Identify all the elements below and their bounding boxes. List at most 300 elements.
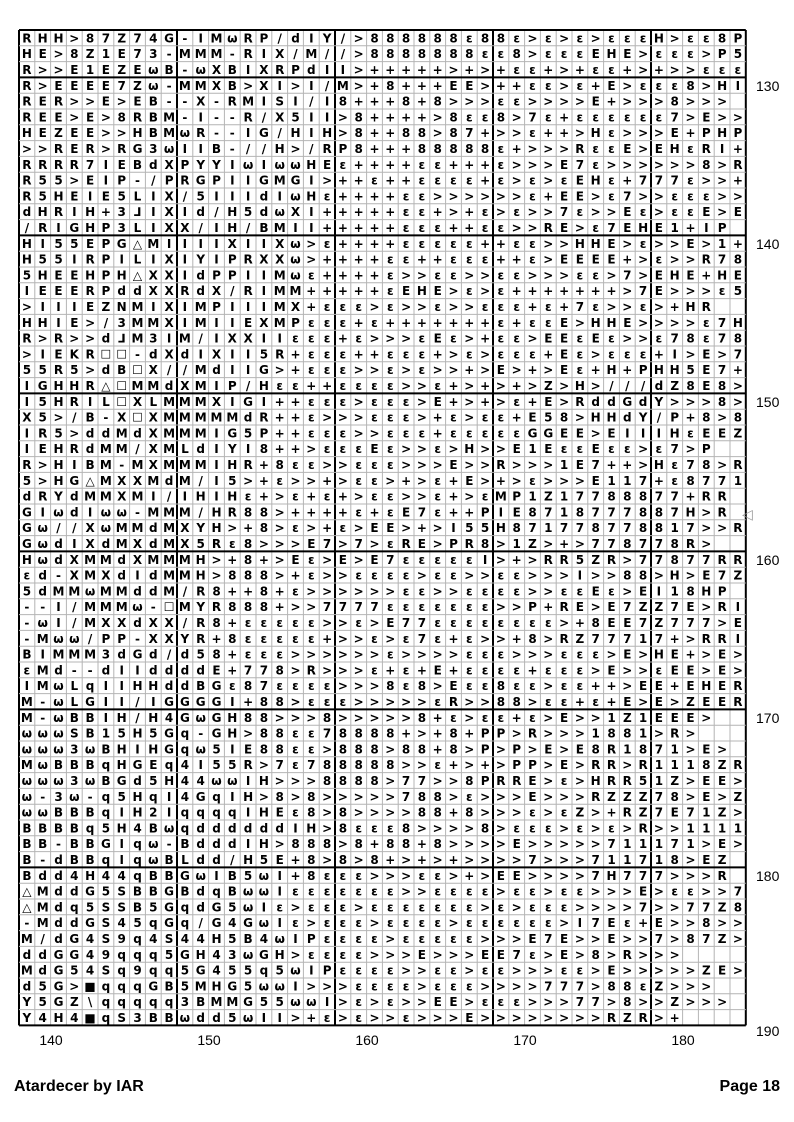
stitch-symbol: B [85,726,95,741]
stitch-symbol: d [133,616,142,630]
stitch-symbol: 3 [180,995,190,1010]
stitch-symbol: M [52,647,65,662]
stitch-symbol: ε [434,758,442,773]
stitch-symbol: > [100,110,111,125]
stitch-symbol: R [85,142,95,156]
stitch-symbol: I [482,552,488,567]
stitch-symbol: P [101,284,111,299]
stitch-symbol: E [465,78,474,93]
stitch-symbol: M [147,236,160,251]
stitch-symbol: > [448,300,459,314]
stitch-symbol: > [337,837,348,852]
stitch-symbol: ε [434,442,442,457]
stitch-symbol: ε [23,663,31,678]
stitch-symbol: - [229,47,235,62]
stitch-symbol: / [340,47,346,62]
stitch-symbol: ε [608,173,615,188]
stitch-symbol: ε [529,679,536,694]
stitch-symbol: + [274,442,285,457]
stitch-symbol: + [322,505,333,520]
stitch-symbol: I [309,31,314,46]
stitch-symbol: + [243,521,254,536]
stitch-symbol: E [702,742,711,757]
stitch-symbol: ε [465,679,473,694]
stitch-symbol: L [102,394,110,409]
stitch-symbol: > [559,853,570,867]
stitch-symbol: 7 [623,505,632,520]
stitch-symbol: + [622,458,633,472]
stitch-symbol: G [100,837,111,852]
stitch-symbol: > [511,900,522,915]
stitch-symbol: > [574,837,585,852]
stitch-symbol: G [53,979,64,994]
stitch-symbol: + [701,268,712,283]
stitch-symbol: 7 [133,47,142,62]
stitch-symbol: > [464,853,475,867]
stitch-symbol: d [149,537,158,551]
stitch-symbol: > [480,284,491,299]
stitch-symbol: ε [671,78,679,93]
stitch-symbol: > [669,284,680,299]
stitch-symbol: / [135,442,140,457]
stitch-symbol: q [212,805,221,820]
stitch-symbol: 8 [338,805,348,820]
stitch-symbol: + [511,710,522,725]
stitch-symbol: ε [339,442,347,457]
stitch-symbol: 7 [686,616,695,630]
stitch-symbol: > [401,458,412,472]
stitch-symbol: > [337,473,348,488]
stitch-symbol: / [103,315,109,330]
stitch-symbol: d [133,584,142,599]
stitch-symbol: I [119,252,124,267]
stitch-symbol: > [448,821,459,836]
stitch-symbol: d [54,900,63,915]
stitch-symbol: d [196,884,205,899]
stitch-symbol: Y [196,521,206,536]
stitch-symbol: > [416,758,427,773]
stitch-symbol: ω [290,252,301,267]
stitch-symbol: H [669,426,680,441]
stitch-symbol: / [182,363,188,378]
stitch-symbol: > [527,94,538,109]
stitch-symbol: H [211,505,222,520]
stitch-symbol: ω [116,505,127,520]
stitch-symbol: - [40,853,46,867]
stitch-symbol: Z [717,900,727,915]
stitch-symbol: H [653,458,664,472]
stitch-symbol: ε [371,473,378,488]
stitch-symbol: > [495,758,506,773]
stitch-symbol: M [163,442,176,457]
stitch-symbol: > [21,142,32,156]
stitch-symbol: R [85,379,95,393]
stitch-symbol: E [70,268,79,283]
stitch-symbol: > [369,300,380,314]
stitch-symbol: ε [529,473,536,488]
stitch-symbol: X [164,347,174,362]
stitch-symbol: > [369,995,380,1010]
stitch-symbol: > [480,363,491,378]
stitch-symbol: 7 [575,979,585,994]
stitch-symbol: 8 [465,142,474,156]
stitch-symbol: R [69,157,79,172]
stitch-symbol: ε [671,205,679,220]
stitch-symbol: + [495,63,506,77]
stitch-symbol: ε [307,742,315,757]
stitch-symbol: Y [322,31,332,46]
stitch-symbol: I [119,695,124,709]
stitch-symbol: 1 [654,853,664,867]
stitch-symbol: > [290,142,301,156]
stitch-symbol: M [178,47,191,62]
stitch-symbol: ε [355,379,363,393]
stitch-symbol: \ [87,995,93,1010]
stitch-symbol: E [133,94,142,109]
stitch-symbol: R [117,142,127,156]
stitch-symbol: I [182,268,188,283]
stitch-symbol: H [116,268,127,283]
stitch-symbol: q [101,995,111,1010]
stitch-symbol: E [512,505,521,520]
stitch-symbol: I [230,394,235,409]
stitch-symbol: ε [529,616,536,630]
stitch-symbol: 1 [717,821,727,836]
stitch-symbol: I [625,426,630,441]
stitch-symbol: ε [386,379,394,393]
stitch-symbol: R [22,94,32,109]
stitch-symbol: > [543,363,554,378]
stitch-symbol: 5 [638,774,648,788]
stitch-symbol: 8 [496,695,506,709]
stitch-symbol: I [182,142,188,156]
stitch-symbol: d [54,537,63,551]
stitch-symbol: + [385,110,396,125]
stitch-symbol: E [528,410,537,425]
stitch-symbol: > [511,189,522,204]
stitch-symbol: I [40,647,45,662]
stitch-symbol: X [164,221,174,235]
stitch-symbol: 5 [291,110,300,125]
stitch-symbol: d [654,379,664,393]
stitch-symbol: 5 [243,205,253,220]
stitch-symbol: 7 [638,537,648,551]
stitch-symbol: + [337,205,348,220]
stitch-symbol: ε [339,932,347,946]
stitch-symbol: M [273,268,286,283]
stitch-symbol: > [732,963,743,978]
stitch-symbol: > [511,789,522,804]
stitch-symbol: I [577,568,583,583]
stitch-symbol: ε [339,300,347,314]
stitch-symbol: ε [323,932,331,946]
stitch-symbol: > [685,726,696,741]
stitch-symbol: G [21,521,32,536]
stitch-symbol: E [686,600,695,615]
stitch-symbol: + [464,315,475,330]
stitch-symbol: ε [371,900,378,915]
stitch-symbol: ε [497,331,505,346]
stitch-symbol: > [701,995,712,1010]
stitch-symbol: B [101,774,111,788]
y-axis-label-180: 180 [756,868,780,884]
stitch-symbol: ε [465,552,473,567]
stitch-symbol: > [590,189,601,204]
stitch-symbol: q [228,805,237,820]
stitch-symbol: + [385,94,396,109]
stitch-symbol: 8 [433,142,442,156]
stitch-symbol: 7 [670,837,679,852]
stitch-symbol: I [230,347,235,362]
stitch-symbol: > [511,963,522,978]
stitch-symbol: Z [622,789,632,804]
stitch-symbol: E [654,695,664,709]
stitch-symbol: - [214,126,219,141]
stitch-symbol: ω [306,995,317,1010]
stitch-symbol: M [20,963,33,978]
stitch-symbol: I [261,268,267,283]
stitch-symbol: + [448,157,459,172]
stitch-symbol: E [54,347,63,362]
stitch-symbol: q [117,995,126,1010]
stitch-symbol: > [559,868,570,883]
stitch-symbol: > [559,63,570,77]
stitch-symbol: > [717,94,728,109]
stitch-symbol: > [559,31,570,46]
stitch-symbol: ε [465,110,473,125]
stitch-symbol: R [227,505,237,520]
stitch-symbol: + [543,347,554,362]
stitch-symbol: ε [434,963,442,978]
stitch-symbol: ε [481,679,489,694]
stitch-symbol: > [638,315,649,330]
stitch-symbol: > [353,521,364,536]
stitch-symbol: + [274,394,285,409]
stitch-symbol: E [607,426,616,441]
stitch-symbol: > [53,410,64,425]
stitch-symbol: R [701,489,711,504]
stitch-symbol: > [511,853,522,867]
stitch-symbol: > [464,189,475,204]
stitch-symbol: ε [228,537,236,551]
stitch-symbol: E [433,995,442,1010]
stitch-symbol: 7 [702,616,711,630]
stitch-symbol: > [337,679,348,694]
stitch-symbol: q [180,900,190,915]
stitch-symbol: X [85,537,95,551]
stitch-symbol: 7 [417,631,427,646]
stitch-symbol: ε [386,821,394,836]
stitch-symbol: ε [323,236,331,251]
stitch-symbol: Y [638,410,648,425]
stitch-symbol: d [54,663,63,678]
stitch-symbol: E [307,537,316,551]
stitch-symbol: R [211,537,222,551]
stitch-symbol: > [653,236,664,251]
stitch-symbol: ⅃ [117,331,126,346]
stitch-symbol: 7 [607,521,616,536]
stitch-symbol: ε [639,205,647,220]
stitch-symbol: / [182,616,188,630]
stitch-symbol: B [164,1011,174,1025]
stitch-symbol: d [196,268,205,283]
stitch-symbol: d [149,663,158,678]
stitch-symbol: > [732,663,743,678]
y-axis-label-140: 140 [756,236,780,252]
stitch-symbol: M [289,284,302,299]
stitch-symbol: ε [465,663,473,678]
stitch-symbol: + [211,631,222,646]
stitch-symbol: P [101,268,111,283]
stitch-symbol: R [69,394,79,409]
stitch-symbol: Z [54,126,63,141]
stitch-symbol: E [607,916,616,931]
stitch-symbol: ε [450,600,457,615]
stitch-symbol: M [20,695,33,709]
stitch-symbol: > [717,189,728,204]
stitch-symbol: > [322,552,333,567]
stitch-symbol: + [464,221,475,235]
stitch-symbol: ε [513,236,521,251]
stitch-symbol: > [495,552,506,567]
stitch-symbol: 7 [528,521,537,536]
stitch-symbol: 8 [591,521,600,536]
stitch-symbol: > [590,979,601,994]
stitch-symbol: + [385,173,396,188]
stitch-symbol: 8 [496,31,506,46]
stitch-symbol: ε [292,679,299,694]
stitch-symbol: > [448,837,459,852]
stitch-symbol: + [416,853,427,867]
stitch-symbol: M [99,442,112,457]
stitch-symbol: > [369,584,380,599]
stitch-symbol: H [21,236,32,251]
stitch-symbol: > [385,805,396,820]
stitch-symbol: d [591,394,600,409]
stitch-symbol: > [543,995,554,1010]
stitch-symbol: P [512,489,522,504]
stitch-symbol: / [625,379,630,393]
stitch-symbol: 8 [370,47,379,62]
stitch-symbol: B [101,742,111,757]
stitch-symbol: > [732,394,743,409]
stitch-symbol: ε [307,695,315,709]
stitch-symbol: ε [576,679,584,694]
stitch-symbol: ω [274,205,285,220]
stitch-symbol: P [291,63,300,77]
stitch-symbol: M [36,631,49,646]
stitch-symbol: E [559,157,569,172]
stitch-symbol: + [353,205,364,220]
stitch-symbol: ε [481,110,489,125]
stitch-symbol: d [117,647,126,662]
stitch-symbol: + [685,647,696,662]
stitch-symbol: Z [117,63,127,77]
stitch-symbol: > [495,631,506,646]
stitch-symbol: + [416,94,427,109]
stitch-symbol: > [669,31,680,46]
stitch-symbol: H [53,1011,64,1025]
stitch-symbol: d [243,410,253,425]
stitch-symbol: q [133,868,142,883]
stitch-symbol: d [164,679,174,694]
stitch-symbol: / [230,853,235,867]
stitch-symbol: > [416,1011,427,1025]
stitch-symbol: - [24,600,30,615]
stitch-symbol: ε [481,584,489,599]
stitch-symbol: > [511,726,522,741]
stitch-symbol: ε [418,347,426,362]
stitch-symbol: ε [513,584,521,599]
stitch-symbol: R [575,394,585,409]
stitch-symbol: > [590,205,601,220]
stitch-symbol: 9 [101,947,111,962]
stitch-symbol: > [495,537,506,551]
stitch-symbol: 7 [307,758,316,773]
stitch-symbol: S [69,726,79,741]
stitch-symbol: 8 [512,47,521,62]
stitch-symbol: M [273,173,286,188]
stitch-symbol: + [401,473,412,488]
stitch-symbol: X [211,284,222,299]
stitch-symbol: I [277,78,282,93]
stitch-symbol: > [306,584,317,599]
stitch-symbol: > [701,868,712,883]
stitch-symbol: > [448,947,459,962]
stitch-symbol: 5 [228,963,237,978]
stitch-symbol: H [653,363,664,378]
stitch-symbol: 4 [212,963,221,978]
stitch-symbol: M [163,458,176,472]
stitch-symbol: > [653,963,664,978]
stitch-symbol: ε [386,963,394,978]
stitch-symbol: ε [608,189,615,204]
stitch-symbol: > [322,584,333,599]
stitch-symbol: 8 [322,710,332,725]
stitch-symbol: M [273,284,286,299]
stitch-symbol: P [259,426,269,441]
stitch-symbol: > [385,473,396,488]
stitch-symbol: I [245,363,251,378]
stitch-symbol: R [243,47,253,62]
stitch-symbol: d [101,663,111,678]
stitch-symbol: ε [418,932,426,946]
stitch-symbol: q [85,679,95,694]
stitch-symbol: > [669,695,680,709]
stitch-symbol: 8 [638,521,648,536]
stitch-symbol: E [559,932,569,946]
stitch-symbol: 8 [575,505,585,520]
stitch-symbol: R [53,94,64,109]
stitch-symbol: I [340,63,346,77]
stitch-symbol: 8 [401,126,411,141]
stitch-symbol: 5 [117,726,126,741]
stitch-symbol: E [654,142,664,156]
stitch-symbol: d [38,868,47,883]
x-axis-label-160: 160 [355,1032,379,1048]
stitch-symbol: 5 [54,236,63,251]
stitch-symbol: > [337,126,348,141]
stitch-symbol: B [227,884,237,899]
stitch-symbol: d [54,916,63,931]
stitch-symbol: d [196,205,205,220]
stitch-symbol: > [511,157,522,172]
stitch-symbol: R [717,868,727,883]
stitch-symbol: ε [544,663,552,678]
stitch-symbol: X [275,252,285,267]
x-axis-label-180: 180 [671,1032,695,1048]
stitch-symbol: - [166,837,172,852]
